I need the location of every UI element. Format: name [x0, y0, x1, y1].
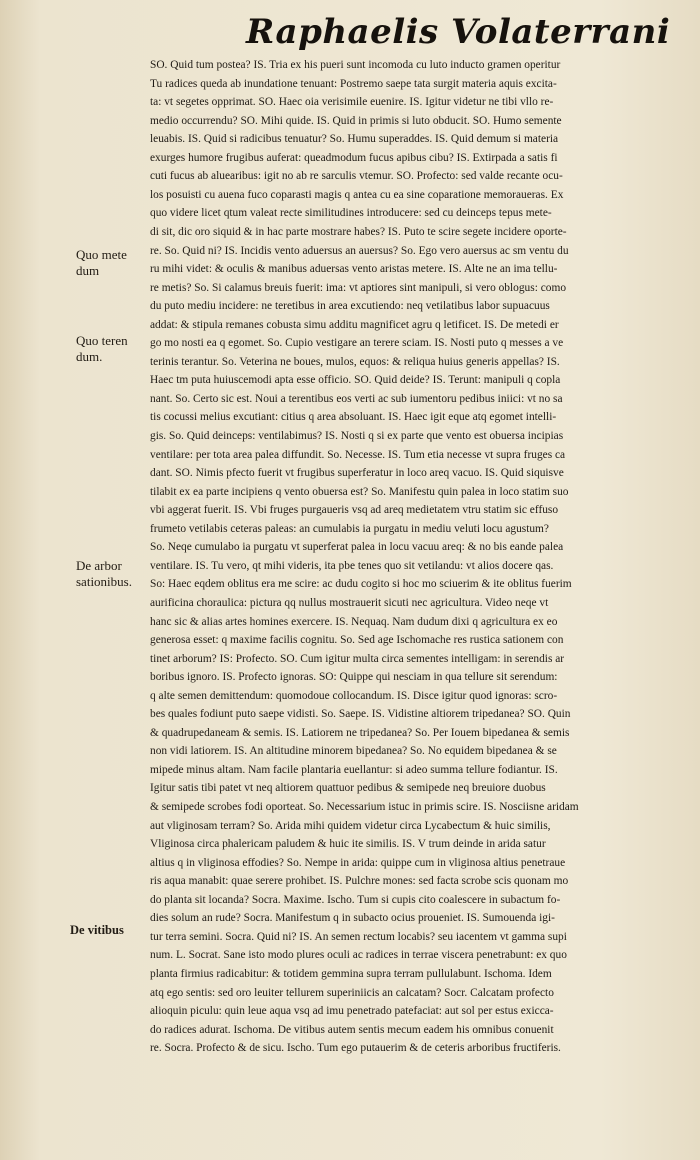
text-line: dies solum an rude? Socra. Manifestum q in subacto ocius proueniet. IS. Sumouenda igi- — [150, 912, 555, 925]
text-line: go mo nosti ea q egomet. So. Cupio vestigare an terere sciam. IS. Nosti puto q messes a ve — [150, 337, 564, 350]
body-text — [150, 56, 684, 1156]
text-line: tinet arborum? IS: Profecto. SO. Cum igitur multa circa sementes intelligam: in serendis ar — [150, 652, 565, 665]
text-line: bes quales fodiunt puto saepe vidisti. So. Saepe. IS. Vidistine altiorem tripedanea? SO. Quin — [150, 708, 571, 721]
text-line: vbi aggerat fuerit. IS. Vbi fruges purgaueris vsq ad areq medietatem vtru statim sic effuso — [150, 504, 559, 517]
text-line: do planta sit locanda? Socra. Maxime. Ischo. Tum si cupis cito coalescere in subactum fo- — [150, 893, 561, 906]
text-line: generosa esset: q maxime facilis cognitu. So. Sed age Ischomache res rustica sationem con — [150, 634, 564, 647]
margin-notes — [0, 0, 150, 1160]
text-line: quo videre licet qtum valeat recte similitudines introducere: sed cu deinceps tepus mete- — [150, 207, 552, 220]
text-line: So: Haec eqdem oblitus era me scire: ac dudu cogito si hoc mo sciuerim & ite oblitus fuerim — [150, 578, 572, 591]
text-line: re. So. Quid ni? IS. Incidis vento aduersus an auersus? So. Ego vero auersus ac sm ventu du — [150, 244, 569, 257]
text-line: non vidi latiorem. IS. An altitudine minorem bipedanea? So. No equidem bipedanea & se — [150, 745, 557, 758]
text-line: nant. So. Certo sic est. Noui a terentibus eos verti ac sub iumentoru pedibus iniici: vt no sa — [150, 392, 563, 405]
text-line: planta firmius radicabitur: & totidem gemmina supra terram pullulabunt. Ischoma. Idem — [150, 967, 552, 980]
text-line: boribus ignoro. IS. Profecto ignoras. SO: Quippe qui nesciam in qua tellure sit serendum: — [150, 671, 558, 684]
text-line: do radices adurat. Ischoma. De vitibus autem sentis mecum eadem his omnibus conuenit — [150, 1023, 554, 1036]
text-line: Haec tm puta huiuscemodi apta esse officio. SO. Quid deide? IS. Terunt: manipuli q copla — [150, 374, 561, 387]
text-line: ta: vt segetes opprimat. SO. Haec oia verisimile euenire. IS. Igitur videtur ne tibi vllo re- — [150, 96, 554, 109]
text-line: num. L. Socrat. Sane isto modo plures oculi ac radices in terrae viscera penetrabunt: ex quo — [150, 949, 567, 962]
text-line: di sit, dic oro siquid & in hac parte mostrare habes? IS. Puto te scire segete incidere oporte- — [150, 225, 567, 238]
text-line: & quadrupedaneam & semis. IS. Latiorem ne tripedanea? So. Per Iouem bipedanea & semis — [150, 726, 570, 739]
text-line: re metis? So. Si calamus breuis fuerit: ima: vt aptiores sint manipuli, si vero oblogus: como — [150, 281, 567, 294]
text-line: So. Neqe cumulabo ia purgatu vt superferat palea in locu vacuu areq: & no bis eande palea — [150, 541, 564, 554]
text-line: aurificina choraulica: pictura qq nullus mostrauerit sicuti nec agricultura. Video neqe vt — [150, 596, 549, 609]
text-line: addat: & stipula remanes cobusta simu additu magnificet agru q letificet. IS. De metedi er — [150, 318, 559, 331]
text-line: altius q in vliginosa effodies? So. Nempe in arida: quippe cum in vliginosa altius penetraue — [150, 856, 566, 869]
margin-note: De arbor sationibus. — [76, 558, 132, 589]
margin-note: Quo mete dum — [76, 247, 127, 278]
text-line: leuabis. IS. Quid si radicibus tenuatur? So. Humu superaddes. IS. Quid demum si materia — [150, 133, 559, 146]
margin-note: De vitibus — [70, 923, 124, 937]
text-line: & semipede scrobes fodi oporteat. So. Necessarium istuc in primis scire. IS. Nosciisne aridam — [150, 801, 579, 813]
text-line: ru mihi videt: & oculis & manibus aduersas vento aristas metere. IS. Alte ne an ima tellu- — [150, 263, 558, 276]
text-line: terinis terantur. So. Veterina ne boues, mulos, equos: & reliqua huius generis appellas? IS. — [150, 355, 560, 368]
text-line: tis cocussi melius excutiant: citius q area absoluant. IS. Haec igit eque atq egomet intelli- — [150, 411, 557, 424]
text-line: tilabit ex ea parte incipiens q vento obuersa est? So. Manifestu quin palea in loco statim suo — [150, 485, 569, 498]
text-line: dant. SO. Nimis pfecto fuerit vt frugibus superferatur in loco areq vacuo. IS. Quid siquisve — [150, 467, 564, 480]
text-line: hanc sic & alias artes homines exercere. IS. Nequaq. Nam dudum dixi q agricultura ex eo — [150, 615, 558, 628]
page-title: Raphaelis Volaterrani — [246, 12, 671, 52]
text-line: los posuisti cu auena fuco coparasti magis q antea cu ea sine coparatione memoraueras. Ex — [150, 188, 564, 201]
text-line: exurges humore frugibus auferat: queadmodum fucus apibus cibu? IS. Extirpada a satis fi — [150, 151, 558, 164]
text-line: re. Socra. Profecto & de sicu. Ischo. Tum ego putauerim & de ceteris arboribus fructiferis. — [150, 1042, 561, 1055]
text-line: tur terra semini. Socra. Quid ni? IS. An semen rectum locabis? seu iacentem vt gamma supi — [150, 930, 567, 943]
text-line: ventilare. IS. Tu vero, qt mihi videris, ita pbe tenes quo sit vetilandu: vt alios docere qas. — [150, 559, 554, 572]
text-line: cuti fucus ab aluearibus: igit no ab re sarculis vtemur. SO. Profecto: sed valde recante ocu- — [150, 170, 563, 183]
text-line: SO. Quid tum postea? IS. Tria ex his pueri sunt incomoda cu luto inducto gramen operitur — [150, 59, 561, 71]
text-line: Tu radices queda ab inundatione tenuant: Postremo saepe tata surgit materia aquis excita- — [150, 77, 557, 90]
text-line: Vliginosa circa phalericam paludem & huic ite similis. IS. V trum deinde in arida satur — [150, 838, 546, 851]
text-line: gis. So. Quid deinceps: ventilabimus? IS. Nosti q si ex parte que vento est obuersa incipias — [150, 430, 564, 442]
text-line: medio occurrendu? SO. Mihi quide. IS. Quid in primis si luto obducit. SO. Humo semente — [150, 114, 562, 127]
text-line: du puto mediu incidere: ne teretibus in area excutiendo: neq vetilatibus labor supuacuus — [150, 300, 550, 313]
text-line: ris aqua manabit: quae serere prohibet. IS. Pulchre mones: sed facta scrobe scis quonam mo — [150, 875, 569, 888]
text-line: aut vliginosam terram? So. Arida mihi quidem videtur circa Lycabectum & huic similis, — [150, 819, 551, 832]
text-line: alioquin piculu: quin leue aqua vsq ad imu penetrado patefaciat: aut sol per estus exicca- — [150, 1005, 554, 1018]
margin-note: Quo teren dum. — [76, 333, 128, 364]
text-line: mipede minus altam. Nam facile plantaria euellantur: si adeo summa tellure fodiantur. IS. — [150, 763, 558, 776]
text-line: q alte semen demittendum: quomodoue collocandum. IS. Disce igitur quod ignoras: scro- — [150, 689, 558, 702]
text-line: atq ego sentis: sed oro leuiter tellurem superiniicis an calcatam? Socr. Calcatam profecto — [150, 986, 554, 999]
text-line: ventilare: per tota area palea diffundit. So. Necesse. IS. Tum etia necesse vt supra fruges ca — [150, 448, 566, 461]
text-line: frumeto vetilabis ceteras paleas: an cumulabis ia purgatu in mediu veluti locu agustum? — [150, 522, 549, 535]
text-line: Igitur satis tibi patet vt neq altiorem quattuor pedibus & semipede neq breuiore duobus — [150, 782, 546, 795]
